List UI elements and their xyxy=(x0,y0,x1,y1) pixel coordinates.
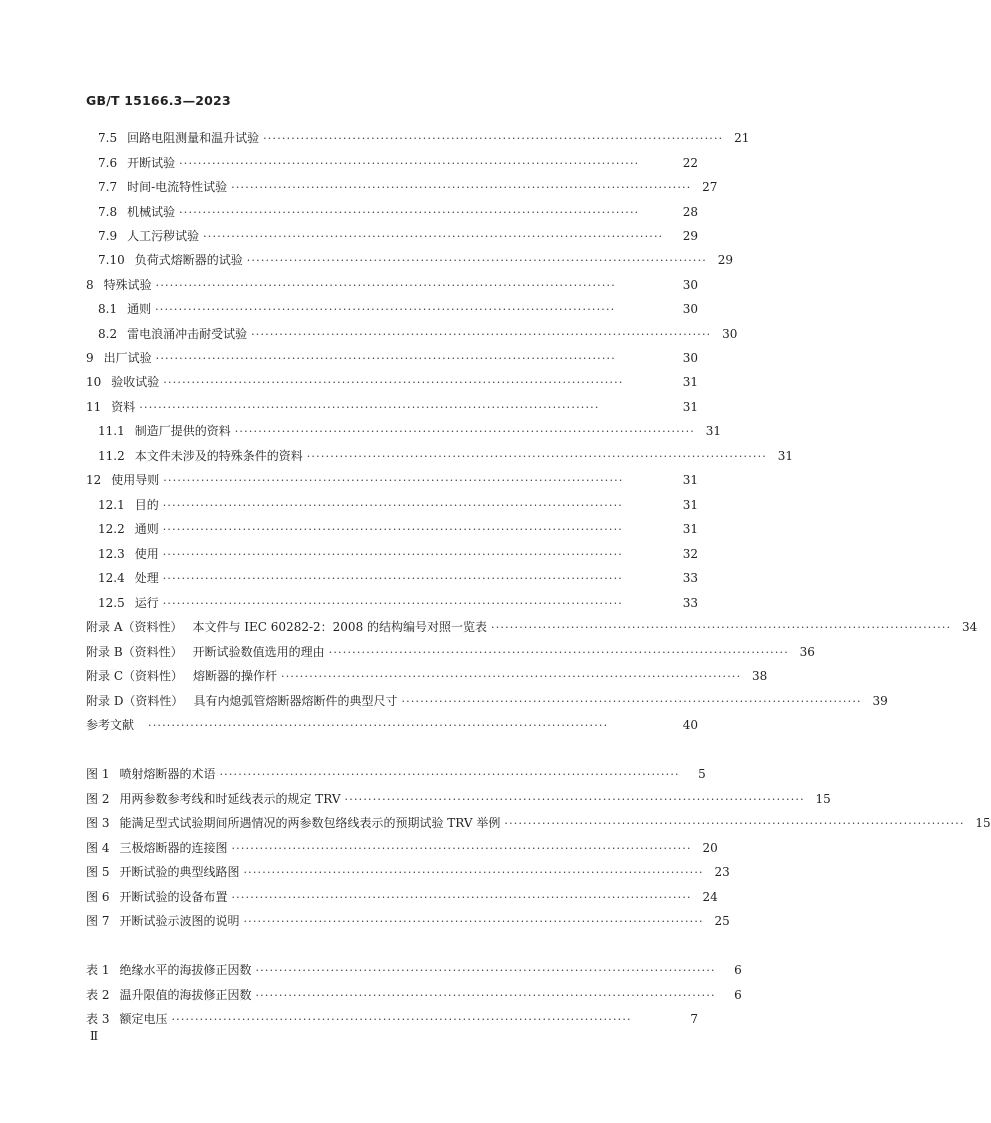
toc-entry-page: 29 xyxy=(717,253,733,267)
leader-dots: ·································································································· xyxy=(504,816,965,830)
leader-dots: ·································································································· xyxy=(251,327,712,341)
table-page: 6 xyxy=(734,988,742,1002)
table-list-entry[interactable] xyxy=(0,1007,794,1031)
toc-entry-number: 12.2 xyxy=(98,522,125,536)
toc-entry-title: 负荷式熔断器的试验 xyxy=(134,253,243,267)
figure-page: 20 xyxy=(702,841,718,855)
figure-page: 15 xyxy=(975,816,991,830)
toc-entry-title: 开断试验数值选用的理由 xyxy=(192,645,325,659)
figure-number: 图 7 xyxy=(86,914,110,928)
toc-entry-title: 开断试验 xyxy=(127,156,176,170)
toc-entry-page: 31 xyxy=(682,522,698,536)
leader-dots: ·································································································· xyxy=(401,694,862,708)
toc-entry[interactable] xyxy=(0,468,794,492)
toc-entry-title: 处理 xyxy=(134,571,159,585)
toc-entry[interactable] xyxy=(0,542,794,566)
toc-entry-number: 7.5 xyxy=(98,131,118,145)
leader-dots: ·································································································· xyxy=(155,351,616,365)
figure-list-entry[interactable] xyxy=(0,836,794,860)
toc-entry[interactable] xyxy=(0,200,794,224)
table-title: 绝缘水平的海拔修正因数 xyxy=(119,963,252,977)
figure-title: 能满足型式试验期间所遇情况的两参数包络线表示的预期试验 TRV 举例 xyxy=(119,816,501,830)
toc-entry-title: 资料 xyxy=(111,400,136,414)
toc-entry-title: 目的 xyxy=(134,498,159,512)
toc-entry[interactable] xyxy=(0,151,794,175)
toc-entry-title: 机械试验 xyxy=(127,205,176,219)
toc-entry-number: 12.1 xyxy=(98,498,125,512)
toc-entry-number: 附录 C（资料性） xyxy=(86,669,183,683)
figure-number: 图 3 xyxy=(86,816,110,830)
leader-dots: ·································································································· xyxy=(162,596,623,610)
leader-dots: ·································································································· xyxy=(281,669,742,683)
toc-entry-number: 12.4 xyxy=(98,571,125,585)
toc-entry[interactable] xyxy=(0,419,794,443)
toc-entry-title: 出厂试验 xyxy=(103,351,152,365)
leader-dots: ·································································································· xyxy=(255,988,716,1002)
leader-dots: ·································································································· xyxy=(231,841,692,855)
leader-dots: ·································································································· xyxy=(263,131,724,145)
toc-entry-title: 时间-电流特性试验 xyxy=(127,180,228,194)
toc-entry-page: 31 xyxy=(682,375,698,389)
toc-entry-number: 8.2 xyxy=(98,327,118,341)
document-header: GB/T 15166.3—2023 xyxy=(86,93,231,108)
toc-entry[interactable] xyxy=(0,224,794,248)
toc-entry-page: 33 xyxy=(682,571,698,585)
toc-entry-number: 11.1 xyxy=(98,424,125,438)
toc-entry-page: 27 xyxy=(702,180,718,194)
toc-entry[interactable] xyxy=(0,346,794,370)
toc-entry-title: 具有内熄弧管熔断器熔断件的典型尺寸 xyxy=(193,694,398,708)
figure-title: 开断试验示波图的说明 xyxy=(119,914,240,928)
leader-dots: ·································································································· xyxy=(162,498,623,512)
toc-entry[interactable] xyxy=(0,395,794,419)
leader-dots: ·································································································· xyxy=(255,963,716,977)
figure-list-entry[interactable] xyxy=(0,762,794,786)
toc-entry-number: 附录 D（资料性） xyxy=(86,694,184,708)
toc-entry-title: 运行 xyxy=(134,596,159,610)
leader-dots: ·································································································· xyxy=(139,400,600,414)
figure-title: 开断试验的设备布置 xyxy=(119,890,228,904)
toc-entry[interactable] xyxy=(0,493,794,517)
leader-dots: ·································································································· xyxy=(243,865,704,879)
toc-entry-page: 31 xyxy=(705,424,721,438)
toc-entry-title: 雷电浪涌冲击耐受试验 xyxy=(127,327,248,341)
toc-entry-page: 31 xyxy=(777,449,793,463)
table-number: 表 3 xyxy=(86,1012,110,1026)
leader-dots: ·································································································· xyxy=(328,645,789,659)
figure-number: 图 1 xyxy=(86,767,110,781)
leader-dots: ·································································································· xyxy=(162,547,623,561)
figure-number: 图 6 xyxy=(86,890,110,904)
toc-entry[interactable] xyxy=(0,591,794,615)
toc-entry-page: 38 xyxy=(752,669,768,683)
toc-entry-title: 回路电阻测量和温升试验 xyxy=(127,131,260,145)
figure-title: 开断试验的典型线路图 xyxy=(119,865,240,879)
leader-dots: ·································································································· xyxy=(171,1012,632,1026)
table-page: 7 xyxy=(690,1012,698,1026)
toc-entry[interactable] xyxy=(0,615,978,639)
toc-entry[interactable] xyxy=(0,248,794,272)
figure-page: 23 xyxy=(714,865,730,879)
leader-dots: ·································································································· xyxy=(246,253,707,267)
figure-number: 图 2 xyxy=(86,792,110,806)
toc-entry-title: 人工污秽试验 xyxy=(127,229,200,243)
toc-entry-title: 通则 xyxy=(134,522,159,536)
leader-dots: ·································································································· xyxy=(231,890,692,904)
leader-dots: ·································································································· xyxy=(148,718,609,732)
toc-entry-page: 30 xyxy=(682,278,698,292)
figure-page: 5 xyxy=(698,767,706,781)
table-page: 6 xyxy=(734,963,742,977)
page-number: Ⅱ xyxy=(90,1029,99,1043)
toc-entry-number: 12 xyxy=(86,473,102,487)
leader-dots: ·································································································· xyxy=(203,229,664,243)
toc-entry[interactable] xyxy=(0,370,794,394)
toc-entry-title: 本文件未涉及的特殊条件的资料 xyxy=(134,449,303,463)
leader-dots: ·································································································· xyxy=(155,302,616,316)
toc-entry-title: 验收试验 xyxy=(111,375,160,389)
toc-entry-number: 10 xyxy=(86,375,102,389)
leader-dots: ·································································································· xyxy=(219,767,680,781)
toc-entry[interactable] xyxy=(0,664,794,688)
figure-list-entry[interactable] xyxy=(0,860,794,884)
leader-dots: ·································································································· xyxy=(179,156,640,170)
toc-entry[interactable] xyxy=(0,126,794,150)
toc-entry-page: 36 xyxy=(799,645,815,659)
toc-entry-page: 31 xyxy=(682,400,698,414)
toc-entry-number: 9 xyxy=(86,351,94,365)
toc-entry-title: 使用导则 xyxy=(111,473,160,487)
leader-dots: ·································································································· xyxy=(163,473,624,487)
toc-entry-page: 30 xyxy=(682,351,698,365)
toc-entry-number: 7.10 xyxy=(98,253,125,267)
leader-dots: ·································································································· xyxy=(163,375,624,389)
figure-list-entry[interactable] xyxy=(0,787,831,811)
toc-entry-title: 通则 xyxy=(127,302,152,316)
toc-entry-page: 30 xyxy=(722,327,738,341)
figure-title: 三极熔断器的连接图 xyxy=(119,841,228,855)
toc-entry-title: 熔断器的操作杆 xyxy=(193,669,278,683)
toc-entry[interactable] xyxy=(0,517,794,541)
table-list-entry[interactable] xyxy=(0,958,794,982)
toc-entry-page: 30 xyxy=(682,302,698,316)
table-list-entry[interactable] xyxy=(0,983,794,1007)
toc-entry-title: 制造厂提供的资料 xyxy=(134,424,231,438)
toc-entry-number: 11.2 xyxy=(98,449,125,463)
table-number: 表 2 xyxy=(86,988,110,1002)
figure-list-entry[interactable] xyxy=(0,811,991,835)
toc-entry[interactable] xyxy=(0,689,888,713)
toc-entry-page: 39 xyxy=(872,694,888,708)
figure-title: 喷射熔断器的术语 xyxy=(119,767,216,781)
toc-entry[interactable] xyxy=(0,322,794,346)
toc-entry-page: 31 xyxy=(682,498,698,512)
toc-entry-title: 使用 xyxy=(134,547,159,561)
leader-dots: ·································································································· xyxy=(162,522,623,536)
leader-dots: ·································································································· xyxy=(344,792,805,806)
leader-dots: ·································································································· xyxy=(231,180,692,194)
toc-entry-page: 33 xyxy=(682,596,698,610)
toc-entry-page: 32 xyxy=(682,547,698,561)
toc-entry-number: 7.8 xyxy=(98,205,118,219)
toc-entry[interactable] xyxy=(0,175,794,199)
toc-entry-number: 参考文献 xyxy=(86,718,135,732)
toc-entry[interactable] xyxy=(0,273,794,297)
toc-entry-page: 29 xyxy=(682,229,698,243)
table-number: 表 1 xyxy=(86,963,110,977)
leader-dots: ·································································································· xyxy=(234,424,695,438)
figure-list-entry[interactable] xyxy=(0,909,794,933)
leader-dots: ·································································································· xyxy=(162,571,623,585)
toc-entry-number: 7.6 xyxy=(98,156,118,170)
leader-dots: ·································································································· xyxy=(243,914,704,928)
toc-entry-title: 本文件与 IEC 60282-2：2008 的结构编号对照一览表 xyxy=(192,620,488,634)
toc-entry-page: 34 xyxy=(962,620,978,634)
figure-list-entry[interactable] xyxy=(0,885,794,909)
toc-entry-number: 7.7 xyxy=(98,180,118,194)
toc-entry[interactable] xyxy=(0,713,794,737)
toc-entry-number: 附录 A（资料性） xyxy=(86,620,183,634)
figure-number: 图 5 xyxy=(86,865,110,879)
toc-entry[interactable] xyxy=(0,566,794,590)
toc-entry-page: 31 xyxy=(682,473,698,487)
toc-entry-title: 特殊试验 xyxy=(103,278,152,292)
toc-entry-page: 21 xyxy=(734,131,750,145)
leader-dots: ·································································································· xyxy=(155,278,616,292)
toc-entry[interactable] xyxy=(0,297,794,321)
toc-entry-number: 8 xyxy=(86,278,94,292)
toc-entry[interactable] xyxy=(0,640,815,664)
figure-page: 25 xyxy=(714,914,730,928)
leader-dots: ·································································································· xyxy=(306,449,767,463)
figure-title: 用两参数参考线和时延线表示的规定 TRV xyxy=(119,792,341,806)
figure-page: 24 xyxy=(702,890,718,904)
toc-entry-number: 8.1 xyxy=(98,302,118,316)
figure-number: 图 4 xyxy=(86,841,110,855)
table-title: 温升限值的海拔修正因数 xyxy=(119,988,252,1002)
toc-entry-number: 11 xyxy=(86,400,102,414)
toc-entry-number: 12.5 xyxy=(98,596,125,610)
table-title: 额定电压 xyxy=(119,1012,168,1026)
toc-entry-page: 22 xyxy=(682,156,698,170)
toc-entry[interactable] xyxy=(0,444,794,468)
leader-dots: ·································································································· xyxy=(179,205,640,219)
toc-entry-number: 附录 B（资料性） xyxy=(86,645,183,659)
toc-entry-number: 12.3 xyxy=(98,547,125,561)
toc-entry-number: 7.9 xyxy=(98,229,118,243)
toc-entry-page: 40 xyxy=(682,718,698,732)
figure-page: 15 xyxy=(815,792,831,806)
leader-dots: ·································································································· xyxy=(491,620,952,634)
toc-entry-page: 28 xyxy=(682,205,698,219)
